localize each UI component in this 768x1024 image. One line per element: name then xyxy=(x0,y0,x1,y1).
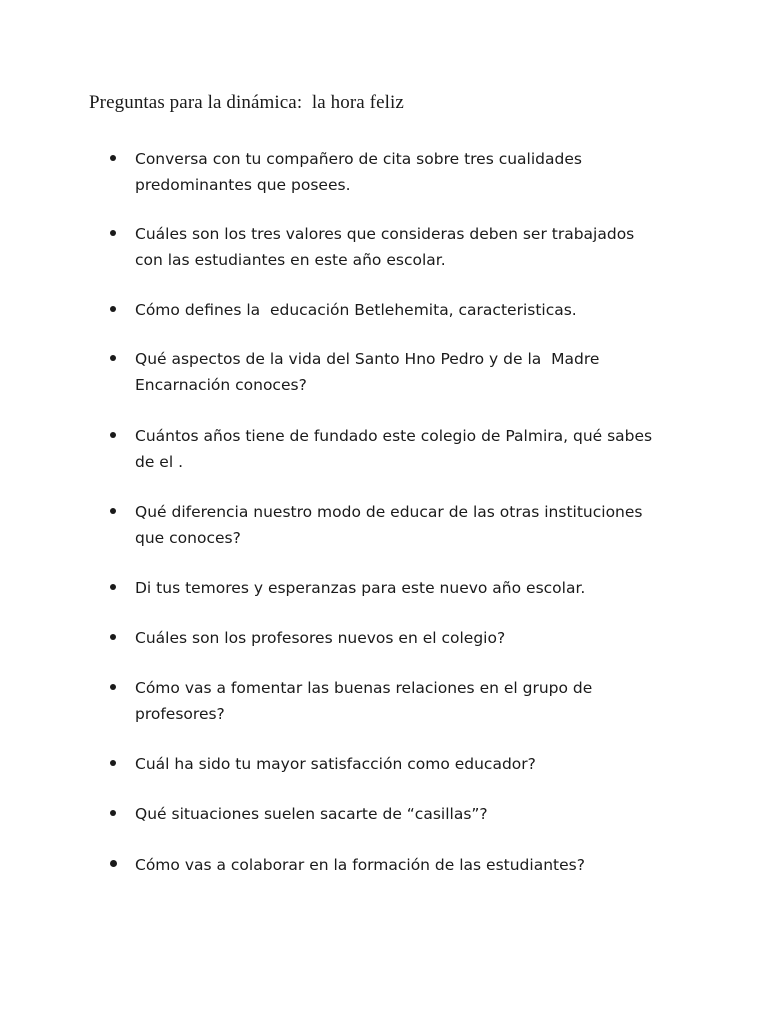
question-text: Cuáles son los tres valores que consideras deben ser trabajados con las estudiantes en este año escolar. xyxy=(135,225,635,269)
bullet-icon xyxy=(110,155,116,161)
bullet-icon xyxy=(110,634,116,640)
question-text: Cómo vas a fomentar las buenas relaciones en el grupo de profesores? xyxy=(135,679,593,723)
bullet-icon xyxy=(110,810,116,816)
question-text: Qué situaciones suelen sacarte de “casillas”? xyxy=(135,805,488,823)
question-text: Cómo defines la educación Betlehemita, caracteristicas. xyxy=(135,301,577,319)
question-text: Conversa con tu compañero de cita sobre tres cualidades predominantes que posees. xyxy=(135,150,582,194)
question-text: Cuáles son los profesores nuevos en el colegio? xyxy=(135,629,506,647)
bullet-icon xyxy=(110,355,116,361)
bullet-icon xyxy=(110,306,116,312)
bullet-icon xyxy=(110,230,116,236)
bullet-icon xyxy=(110,508,116,514)
question-text: Qué diferencia nuestro modo de educar de las otras instituciones que conoces? xyxy=(135,503,643,547)
bullet-icon xyxy=(110,860,117,867)
question-text: Di tus temores y esperanzas para este nuevo año escolar. xyxy=(135,579,586,597)
bullet-icon xyxy=(110,684,116,690)
question-text: Cuántos años tiene de fundado este colegio de Palmira, qué sabes de el . xyxy=(135,427,653,471)
document-title: Preguntas para la dinámica: la hora feliz xyxy=(89,92,404,113)
question-text: Qué aspectos de la vida del Santo Hno Pedro y de la Madre Encarnación conoces? xyxy=(135,350,600,394)
question-text: Cuál ha sido tu mayor satisfacción como educador? xyxy=(135,755,536,773)
bullet-icon xyxy=(110,760,116,766)
bullet-icon xyxy=(110,584,116,590)
bullet-icon xyxy=(110,432,116,438)
question-text: Cómo vas a colaborar en la formación de las estudiantes? xyxy=(135,856,585,874)
